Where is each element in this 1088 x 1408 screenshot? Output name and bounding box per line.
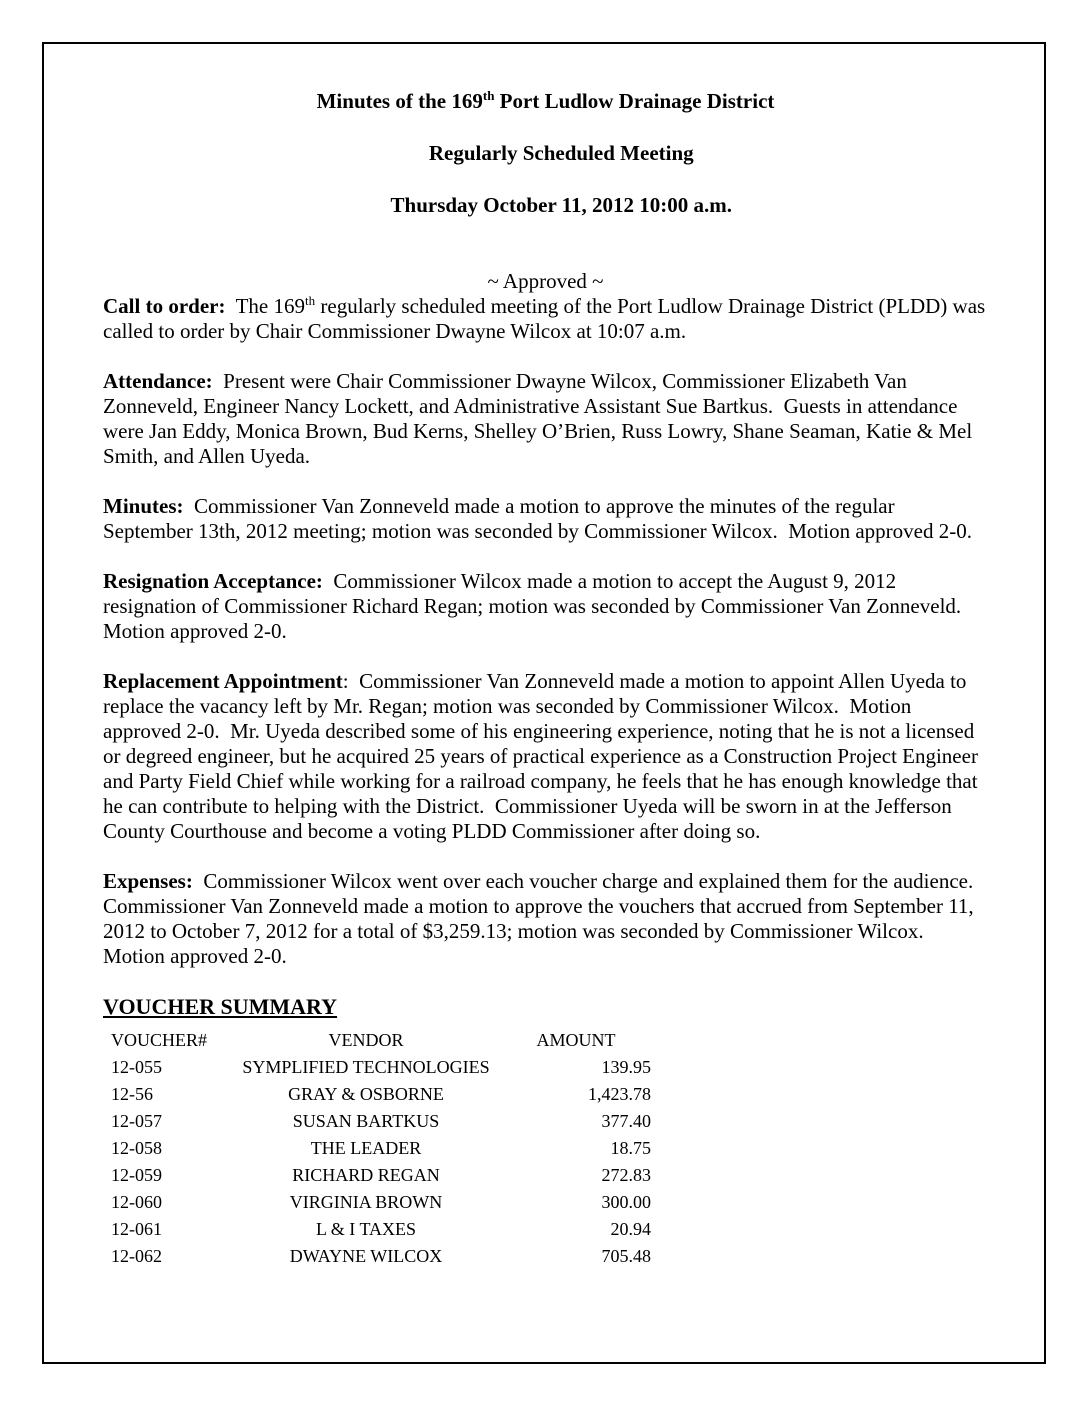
table-row: [111, 1081, 651, 1108]
section-resignation-acceptance: [103, 569, 988, 644]
section-label: Expenses:: [103, 869, 193, 893]
table-row: [111, 1135, 651, 1162]
section-text: Commissioner Wilcox made a motion to accept the August 9, 2012 resignation of Commissioner Richard Regan; motion was seconded by Commissioner Van Zonneveld. Motion approved 2-0.: [103, 569, 972, 643]
section-text: Commissioner Wilcox went over each voucher charge and explained them for the audience. Commissioner Van Zonneveld made a motion to approve the vouchers that accrued from September 11, 2012 to October 7, 2012 for a total of $3,259.13; motion was seconded by Commissioner Wilcox. Motion approved 2-0.: [103, 869, 984, 968]
table-row: [111, 1216, 651, 1243]
document-content: [44, 44, 1044, 1270]
vendor-name: VIRGINIA BROWN: [289, 1192, 443, 1212]
section-label: Attendance:: [103, 369, 213, 393]
voucher-summary-heading: VOUCHER SUMMARY: [103, 994, 338, 1019]
voucher-amount: 1,423.78: [588, 1084, 651, 1104]
voucher-number: 12-059: [111, 1165, 162, 1185]
section-text: Present were Chair Commissioner Dwayne Wilcox, Commissioner Elizabeth Van Zonneveld, Engineer Nancy Lockett, and Administrative Assistant Sue Bartkus. Guests in attendance were Jan Eddy, Monica Brown, Bud Kerns, Shelley O’Brien, Russ Lowry, Shane Seaman, Katie & Mel Smith, and Allen Uyeda.: [103, 369, 978, 468]
title-line1-suffix: Port Ludlow Drainage District: [494, 89, 775, 113]
title-line1-superscript: th: [482, 88, 495, 103]
title-line2: Regularly Scheduled Meeting: [428, 141, 694, 165]
column-header-vendor: VENDOR: [328, 1030, 404, 1050]
section-label: Resignation Acceptance:: [103, 569, 323, 593]
page-border: [42, 42, 1046, 1364]
voucher-amount: 377.40: [601, 1111, 651, 1131]
vendor-name: SUSAN BARTKUS: [292, 1111, 440, 1131]
voucher-number: 12-055: [111, 1057, 162, 1077]
document-title: [103, 88, 988, 244]
title-line3: Thursday October 11, 2012 10:00 a.m.: [390, 193, 732, 217]
ordinal-superscript: th: [305, 293, 316, 308]
voucher-amount: 272.83: [601, 1165, 651, 1185]
section-call-to-order: [103, 293, 991, 344]
title-line1-prefix: Minutes of the 169: [316, 89, 483, 113]
section-text: Commissioner Van Zonneveld made a motion to approve the minutes of the regular September 13th, 2012 meeting; motion was seconded by Commissioner Wilcox. Motion approved 2-0.: [103, 494, 972, 543]
vendor-name: SYMPLIFIED TECHNOLOGIES: [242, 1057, 490, 1077]
table-row: [111, 1108, 651, 1135]
voucher-amount: 705.48: [601, 1246, 651, 1266]
section-expenses: [103, 869, 988, 969]
table-row: [111, 1162, 651, 1189]
vendor-name: DWAYNE WILCOX: [289, 1246, 443, 1266]
voucher-number: 12-062: [111, 1246, 162, 1266]
section-minutes: [103, 494, 988, 544]
section-label: Replacement Appointment: [103, 669, 343, 693]
section-text-pre: The 169: [225, 294, 305, 318]
section-label: Minutes:: [103, 494, 184, 518]
voucher-table-header-row: [111, 1027, 651, 1054]
section-label: Call to order:: [103, 294, 226, 318]
section-attendance: [103, 369, 988, 469]
voucher-amount: 20.94: [610, 1219, 651, 1239]
voucher-number: 12-56: [111, 1084, 153, 1104]
vendor-name: L & I TAXES: [315, 1219, 417, 1239]
voucher-number: 12-061: [111, 1219, 162, 1239]
voucher-table: [111, 1027, 651, 1270]
section-text: : Commissioner Van Zonneveld made a motion to appoint Allen Uyeda to replace the vacancy left by Mr. Regan; motion was seconded by Commissioner Wilcox. Motion approved 2-0. Mr. Uyeda described some of his engineering experience, noting that he is not a licensed or degreed engineer, but he acquired 25 years of practical experience as a Construction Project Engineer and Party Field Chief while working for a railroad company, he feels that he has enough knowledge that he can contribute to helping with the District. Commissioner Uyeda will be sworn in at the Jefferson County Courthouse and become a voting PLDD Commissioner after doing so.: [103, 669, 984, 843]
voucher-amount: 18.75: [610, 1138, 651, 1158]
approved-marker: ~ Approved ~: [487, 269, 604, 293]
vendor-name: RICHARD REGAN: [292, 1165, 440, 1185]
voucher-amount: 139.95: [601, 1057, 651, 1077]
section-text: regularly scheduled meeting of the Port Ludlow Drainage District (PLDD) was called to order by Chair Commissioner Dwayne Wilcox at 10:07 a.m.: [103, 294, 991, 343]
column-header-voucher-number: VOUCHER#: [111, 1030, 208, 1050]
table-row: [111, 1243, 651, 1270]
voucher-number: 12-058: [111, 1138, 162, 1158]
voucher-amount: 300.00: [601, 1192, 651, 1212]
voucher-number: 12-057: [111, 1111, 162, 1131]
section-replacement-appointment: [103, 669, 988, 844]
table-row: [111, 1054, 651, 1081]
table-row: [111, 1189, 651, 1216]
voucher-number: 12-060: [111, 1192, 162, 1212]
vendor-name: GRAY & OSBORNE: [288, 1084, 444, 1104]
column-header-amount: AMOUNT: [536, 1030, 616, 1050]
vendor-name: THE LEADER: [310, 1138, 422, 1158]
